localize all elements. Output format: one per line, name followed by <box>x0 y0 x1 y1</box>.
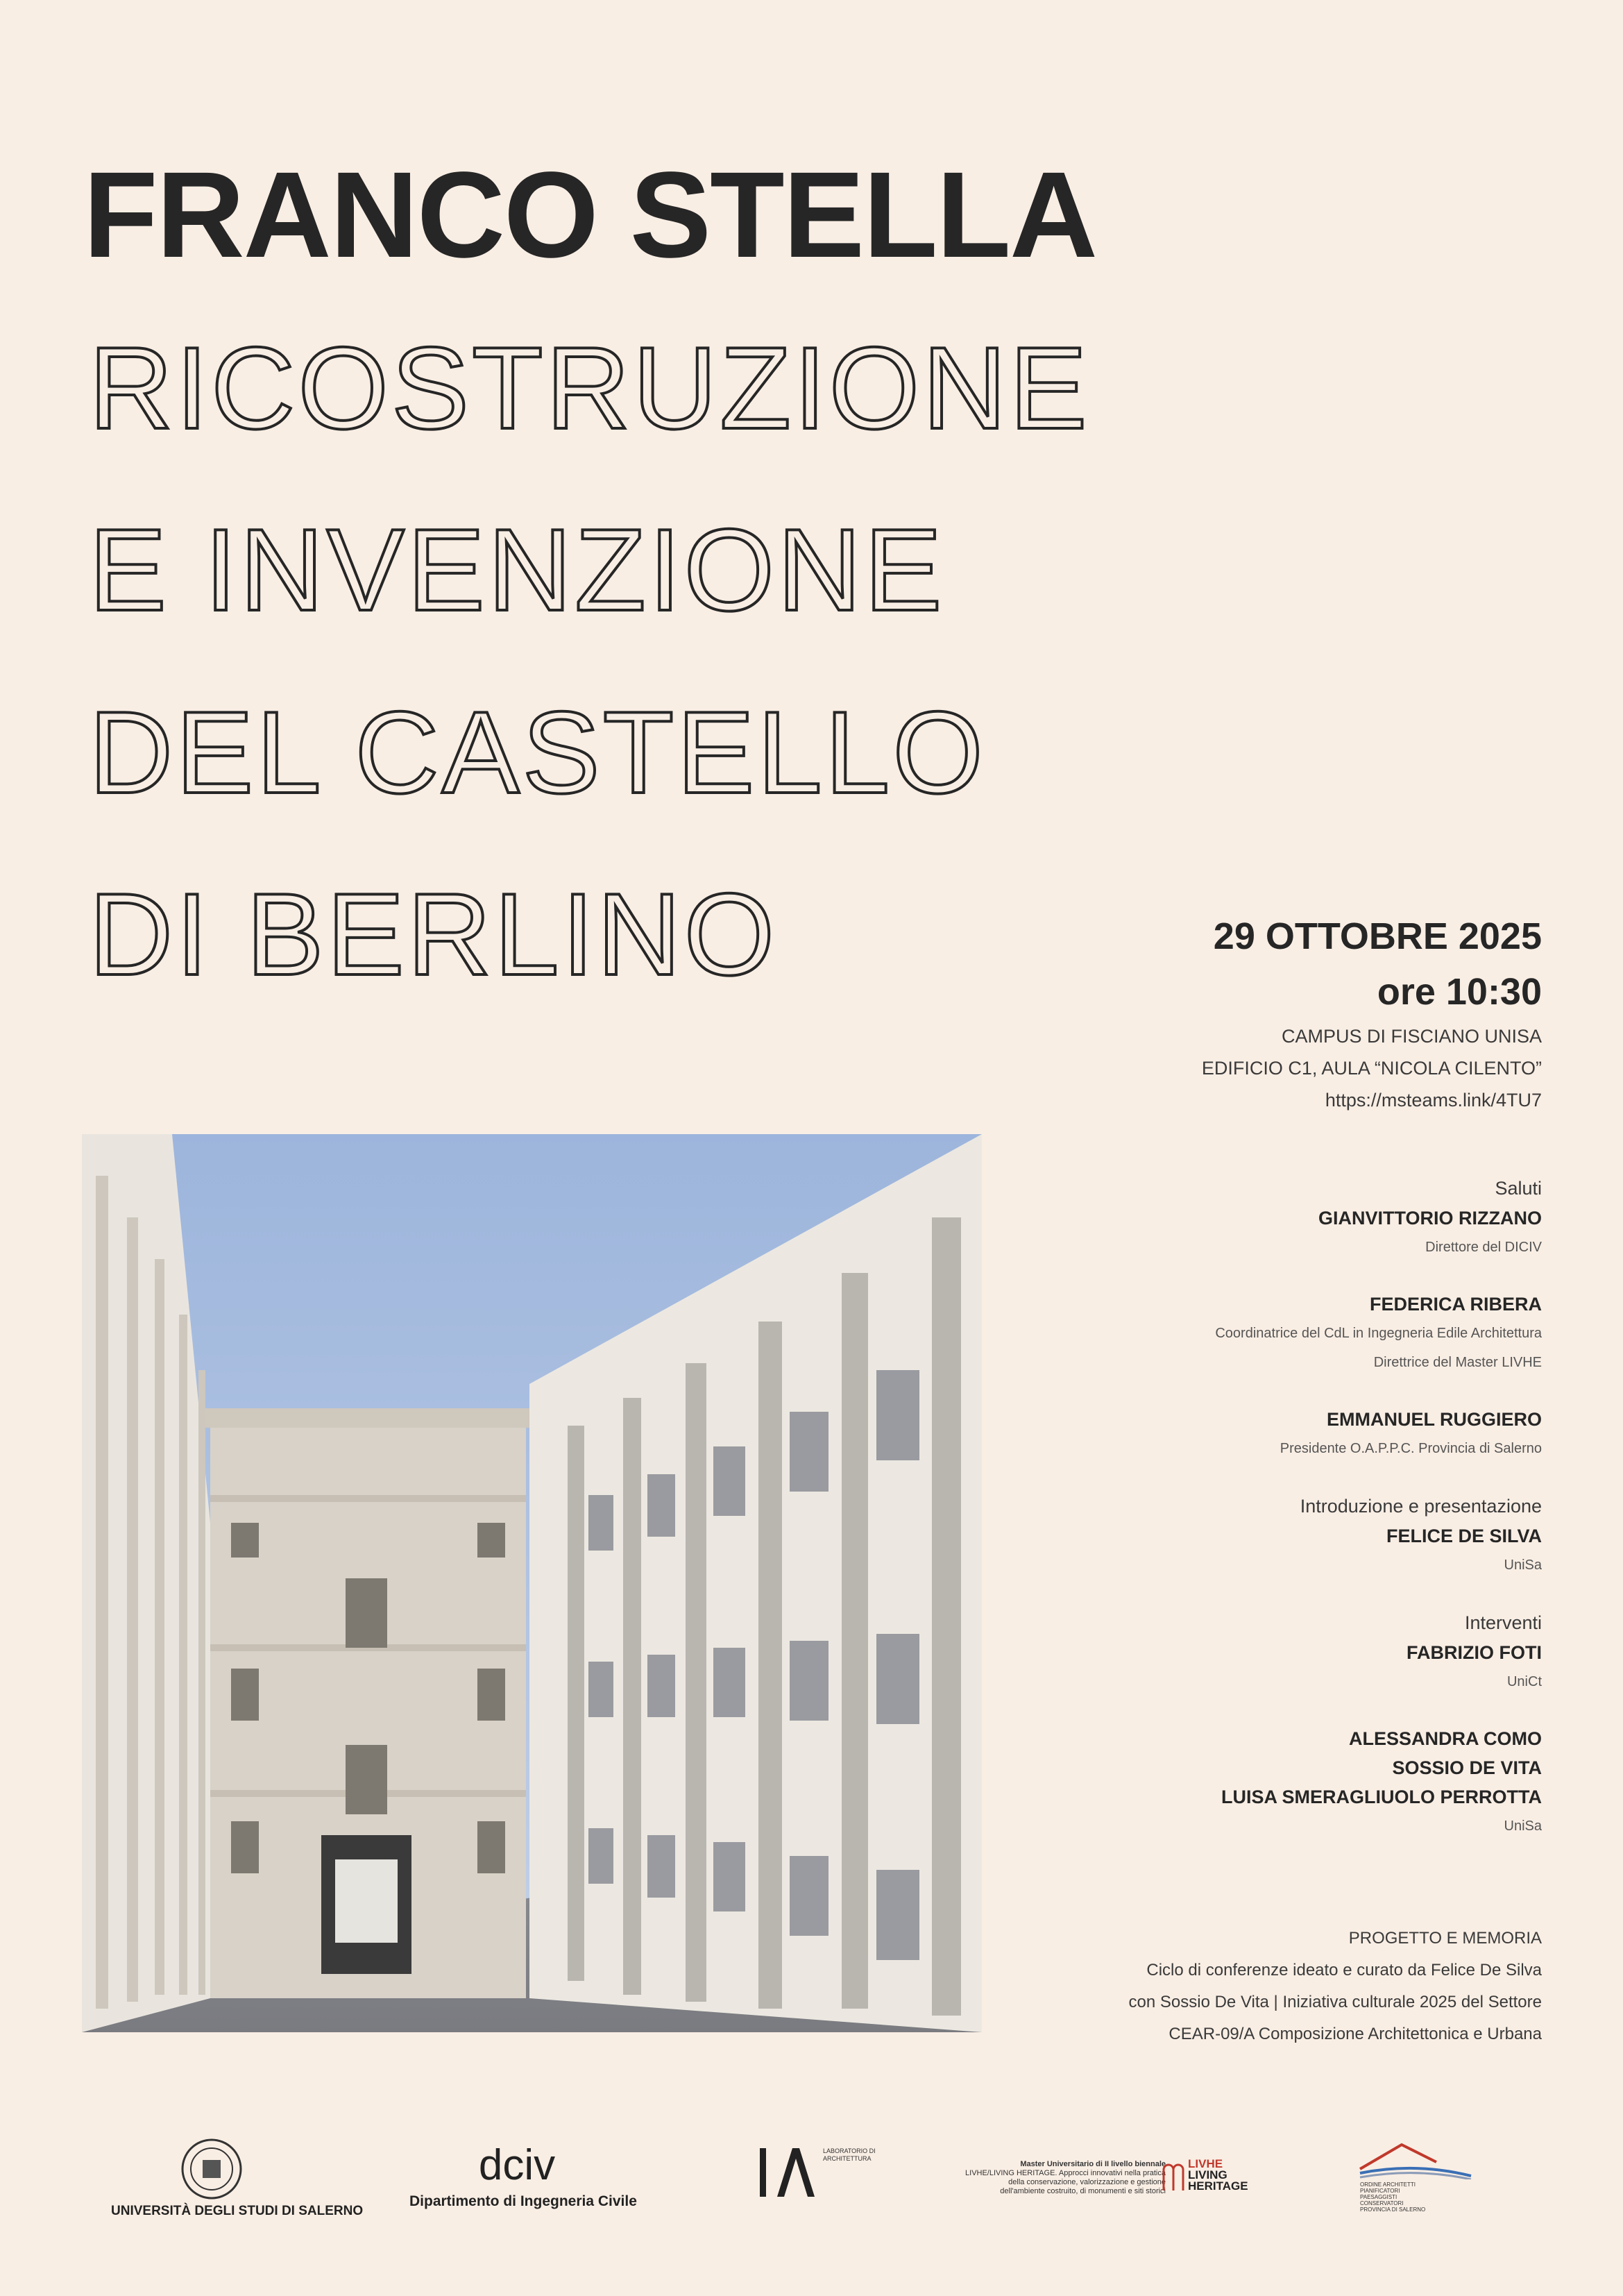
series-title: PROGETTO E MEMORIA <box>1348 1929 1542 1948</box>
speaker-como: ALESSANDRA COMO <box>1348 1728 1542 1749</box>
role-ribera-2: Direttrice del Master LIVHE <box>1373 1355 1542 1370</box>
speaker-devita: SOSSIO DE VITA <box>1392 1757 1542 1778</box>
diciv-mark: dciv <box>478 2141 556 2189</box>
series-line-1: Ciclo di conferenze ideato e curato da Felice De Silva <box>1146 1961 1542 1980</box>
living-word: LIVING <box>1188 2168 1227 2181</box>
lab-mark-icon <box>756 2145 819 2200</box>
master-text-1: LIVHE/LIVING HERITAGE. Approcci innovativi nella pratica <box>965 2169 1166 2177</box>
series-credits <box>1129 1923 1542 2050</box>
master-description <box>958 2160 1166 2196</box>
order-line-4: CONSERVATORI <box>1360 2200 1404 2206</box>
teams-link[interactable]: https://msteams.link/4TU7 <box>1325 1090 1542 1111</box>
venue-campus: CAMPUS DI FISCIANO UNISA <box>1281 1026 1542 1047</box>
event-venue <box>1202 1020 1542 1116</box>
role-ribera-1: Coordinatrice del CdL in Ingegneria Edile Architettura <box>1215 1326 1542 1341</box>
order-line-3: PAESAGGISTI <box>1360 2194 1397 2200</box>
speaker-foti: FABRIZIO FOTI <box>1407 1642 1542 1663</box>
master-text-3: dell'ambiente costruito, di monumenti e siti storici <box>1000 2187 1166 2195</box>
order-architects-logo <box>1353 2141 1478 2211</box>
venue-room: EDIFICIO C1, AULA “NICOLA CILENTO” <box>1201 1058 1542 1079</box>
role-rizzano: Direttore del DICIV <box>1425 1240 1542 1255</box>
series-line-2: con Sossio De Vita | Iniziativa culturale 2025 del Settore <box>1128 1993 1542 2011</box>
speaker-desilva: FELICE DE SILVA <box>1386 1526 1542 1546</box>
event-time: ore 10:30 <box>1377 971 1542 1013</box>
speaker-ribera: FEDERICA RIBERA <box>1369 1294 1542 1315</box>
master-text-2: della conservazione, valorizzazione e gestione <box>1008 2178 1166 2186</box>
master-title: Master Universitario di II livello biennale <box>1020 2160 1166 2168</box>
title-line-2: E INVENZIONE <box>89 505 945 635</box>
program <box>917 1173 1542 1841</box>
role-group: UniSa <box>1504 1818 1542 1834</box>
title-line-3: DEL CASTELLO <box>89 687 986 818</box>
title-line-4: DI BERLINO <box>89 869 778 999</box>
title-line-1: RICOSTRUZIONE <box>89 323 1090 453</box>
speaker-rizzano: GIANVITTORIO RIZZANO <box>1318 1208 1542 1229</box>
heritage-word: HERITAGE <box>1188 2179 1248 2193</box>
livhe-wordmark <box>1188 2159 1248 2192</box>
unisa-label: UNIVERSITÀ DEGLI STUDI DI SALERNO <box>111 2204 364 2218</box>
series-line-3: CEAR-09/A Composizione Architettonica e Urbana <box>1169 2025 1542 2043</box>
diciv-label: Dipartimento di Ingegneria Civile <box>409 2193 637 2209</box>
speaker-ruggiero: EMMANUEL RUGGIERO <box>1326 1409 1542 1430</box>
intro-label: Introduzione e presentazione <box>1300 1496 1542 1517</box>
event-date: 29 OTTOBRE 2025 <box>1213 915 1542 957</box>
interventi-label: Interventi <box>1464 1612 1542 1633</box>
order-line-1: ORDINE ARCHITETTI <box>1360 2181 1416 2188</box>
role-foti: UniCt <box>1506 1674 1542 1689</box>
role-desilva: UniSa <box>1504 1558 1542 1573</box>
speaker-perrotta: LUISA SMERAGLIUOLO PERROTTA <box>1221 1787 1542 1807</box>
diciv-logo <box>409 2138 637 2210</box>
castle-courtyard-photo <box>82 1134 982 2032</box>
roof-icon <box>1353 2141 1478 2179</box>
livhe-logo <box>1162 2157 1266 2206</box>
role-ruggiero: Presidente O.A.P.P.C. Provincia di Salerno <box>1280 1441 1542 1456</box>
unisa-seal-icon <box>180 2138 243 2200</box>
lab-logo <box>756 2145 874 2200</box>
lab-label: LABORATORIO DI ARCHITETTURA <box>823 2147 876 2162</box>
livhe-word: LIVHE <box>1188 2157 1223 2170</box>
order-line-5: PROVINCIA DI SALERNO <box>1360 2206 1426 2213</box>
speaker-name: FRANCO STELLA <box>83 147 1097 283</box>
livhe-arches-icon <box>1162 2157 1185 2192</box>
order-label <box>1360 2181 1425 2213</box>
unisa-logo <box>111 2138 364 2219</box>
saluti-label: Saluti <box>1495 1178 1542 1199</box>
order-line-2: PIANIFICATORI <box>1360 2188 1400 2194</box>
